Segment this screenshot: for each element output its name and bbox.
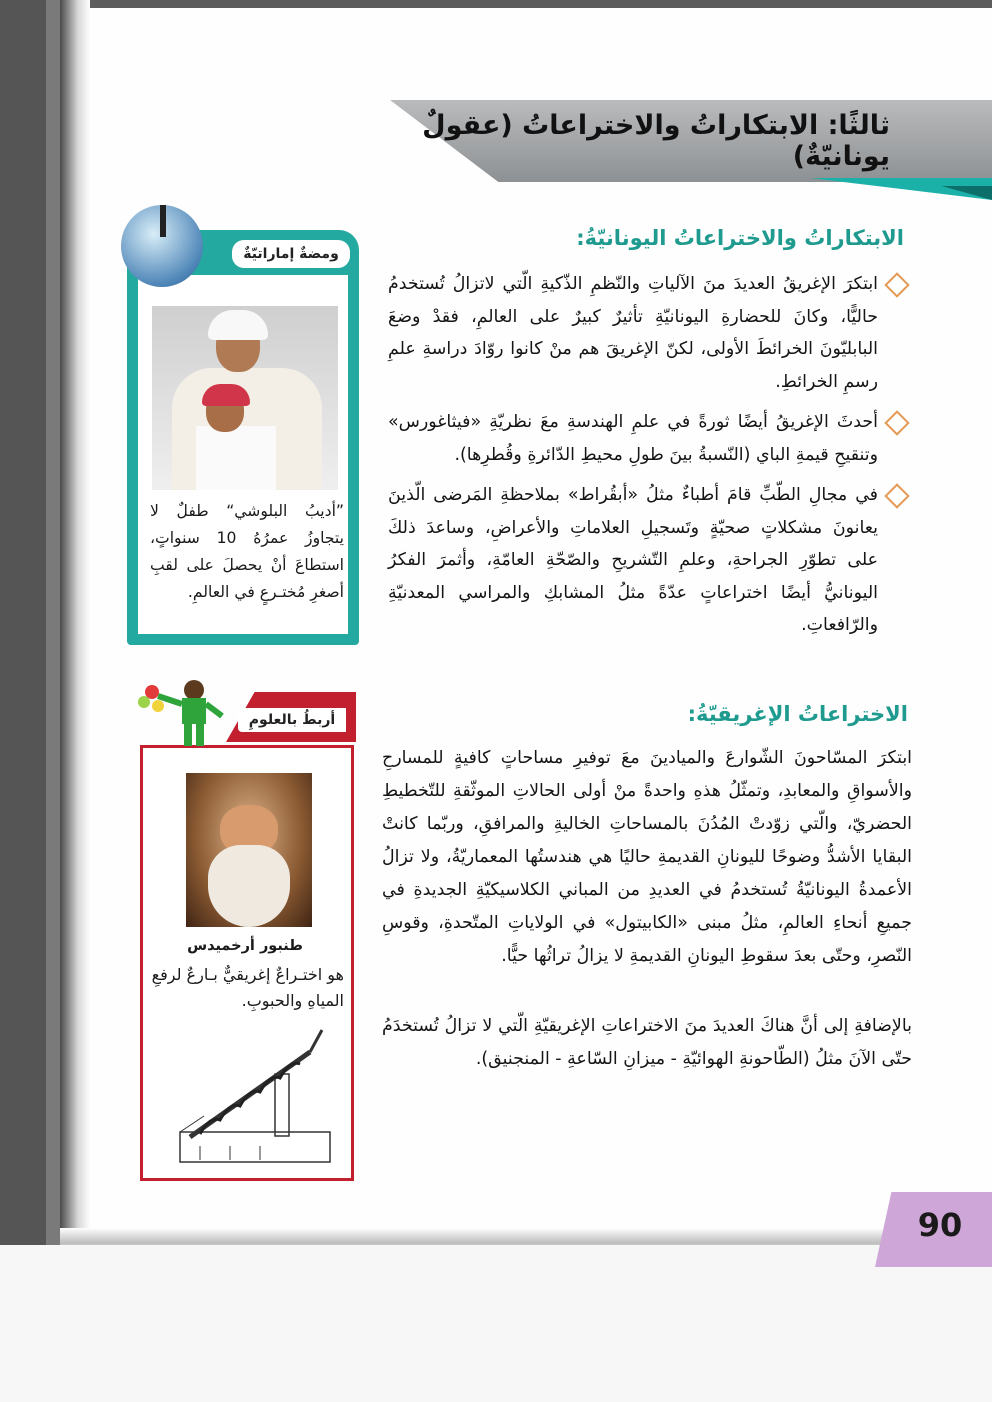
- section-heading-greek-inventions: الاختراعاتُ الإغريقيّةُ:: [687, 702, 908, 726]
- sidebar-label: ومضةٌ إماراتيّةٌ: [232, 240, 350, 268]
- page-title: ثالثًا: الابتكاراتُ والاختراعاتُ (عقولٌ يونانيّةٌ): [422, 110, 890, 172]
- bullet-item: [388, 406, 908, 471]
- sidebar-label: أربطُ بالعلومِ: [238, 708, 346, 732]
- photo-boy-ghutra: [202, 384, 250, 406]
- page-number: 90: [917, 1206, 963, 1244]
- portrait-beard: [208, 845, 290, 927]
- title-banner: [390, 90, 992, 200]
- bullet-text: ابتكرَ الإغريقُ العديدَ منَ الآلياتِ والنّظمِ الذّكيةِ الّتي لاتزالُ تُستخدمُ حاليًّا، وكانَ للحضارةِ اليونانيّةِ تأثيرٌ كبيرٌ على العالمِ، فقدْ وضعَ البابليّونَ الخرائطَ الأولى، لكنّ الإغريقَ هم منْ كانوا روّادَ دراسةِ علمِ رسمِ الخرائطِ.: [388, 274, 878, 392]
- page-fold: [60, 0, 90, 1240]
- photo-boy-body: [196, 426, 276, 490]
- bullet-text: أحدثَ الإغريقُ أيضًا ثورةً في علمِ الهندسةِ معَ نظريّةِ «فيثاغورس» وتنقيحِ قيمةِ الباي (النّسبةُ بينَ طولِ محيطِ الدّائرةِ وقُطرِها).: [388, 412, 878, 465]
- next-sheet: [0, 1245, 992, 1402]
- archimedes-portrait: [186, 773, 312, 927]
- diamond-bullet-icon: [884, 410, 909, 435]
- section-heading-innovations: الابتكاراتُ والاختراعاتُ اليونانيّةُ:: [576, 226, 904, 250]
- bullet-item: [388, 268, 908, 398]
- bullet-item: [388, 479, 908, 642]
- diamond-bullet-icon: [884, 272, 909, 297]
- diamond-bullet-icon: [884, 483, 909, 508]
- image-caption: طنبور أرخميدس: [187, 938, 303, 954]
- bullet-text: في مجالِ الطّبِّ قامَ أطباءٌ مثلُ «أبقُراط» بملاحظةِ المَرضى الّذينَ يعانونَ مشكلاتٍ صحيّةٍ وتَسجيلِ العلاماتِ والأعراضِ، وساعدَ ذلكَ على تطوّرِ الجراحةِ، وعلمِ التّشريحِ والصّحّةِ العامّةِ، وأثمرَ الفكرُ اليونانيُّ أيضًا اختراعاتٍ عدّةً مثلُ المشابكِ والمراسي المعدنيّةِ والرّافعاتِ.: [388, 485, 878, 635]
- scan-edge: [0, 0, 46, 1402]
- sidebar-text: هو اختـراعٌ إغريقيٌّ بـارعٌ لرفعِ المياهِ والحبوبِ.: [151, 965, 344, 1010]
- tower-icon: [160, 205, 166, 237]
- photo-sheikh-and-child: [152, 306, 338, 490]
- paragraph-inventions: بالإضافةِ إلى أنَّ هناكَ العديدَ منَ الاختراعاتِ الإغريقيّةِ الّتي لا تزالُ تُستخدَمُ حتّى الآنَ مثلُ (الطّاحونةِ الهوائيّةِ - ميزانِ السّاعةِ - المنجنيق).: [382, 1016, 912, 1069]
- photo-ghutra: [208, 310, 268, 340]
- bullet-list: [388, 268, 908, 650]
- sidebar-text: ”أديبُ البلوشي“ طفلٌ لا يتجاوزُ عمرُهُ 10 سنواتٍ، استطاعَ أنْ يحصلَ على لقبِ أصغرِ مُختـرعٍ في العالمِ.: [150, 502, 344, 601]
- kid-with-apples-icon: [132, 676, 242, 752]
- archimedes-screw-drawing: [160, 1022, 340, 1172]
- paragraph-urban-planning: ابتكرَ المسّاحونَ الشّوارعَ والميادينَ معَ توفيرِ مساحاتٍ كافيةٍ للمسارحِ والأسواقِ والمعابدِ، وتمثّلُ هذهِ واحدةً منْ أولى الحالاتِ الموثّقةِ للتّخطيطِ الحضريّ، والّتي زوّدتْ المُدُنَ بالمساحاتِ الخاليةِ والمرافقِ، وربّما كانتْ البقايا الأشدُّ وضوحًا لليونانِ القديمةِ حاليًا هي هندستُها المعماريّةُ، ولا تزالُ الأعمدةُ اليونانيّةُ تُستخدمُ في العديدِ من المباني الكلاسيكيّةِ الجديدةِ في جميعِ أنحاءِ العالمِ، مثلُ مبنى «الكابيتول» في الولاياتِ المتّحدةِ، وقوسِ النّصرِ، وحتّى بعدَ سقوطِ اليونانِ القديمةِ لا يزالُ تراثُها حيًّا.: [382, 748, 912, 966]
